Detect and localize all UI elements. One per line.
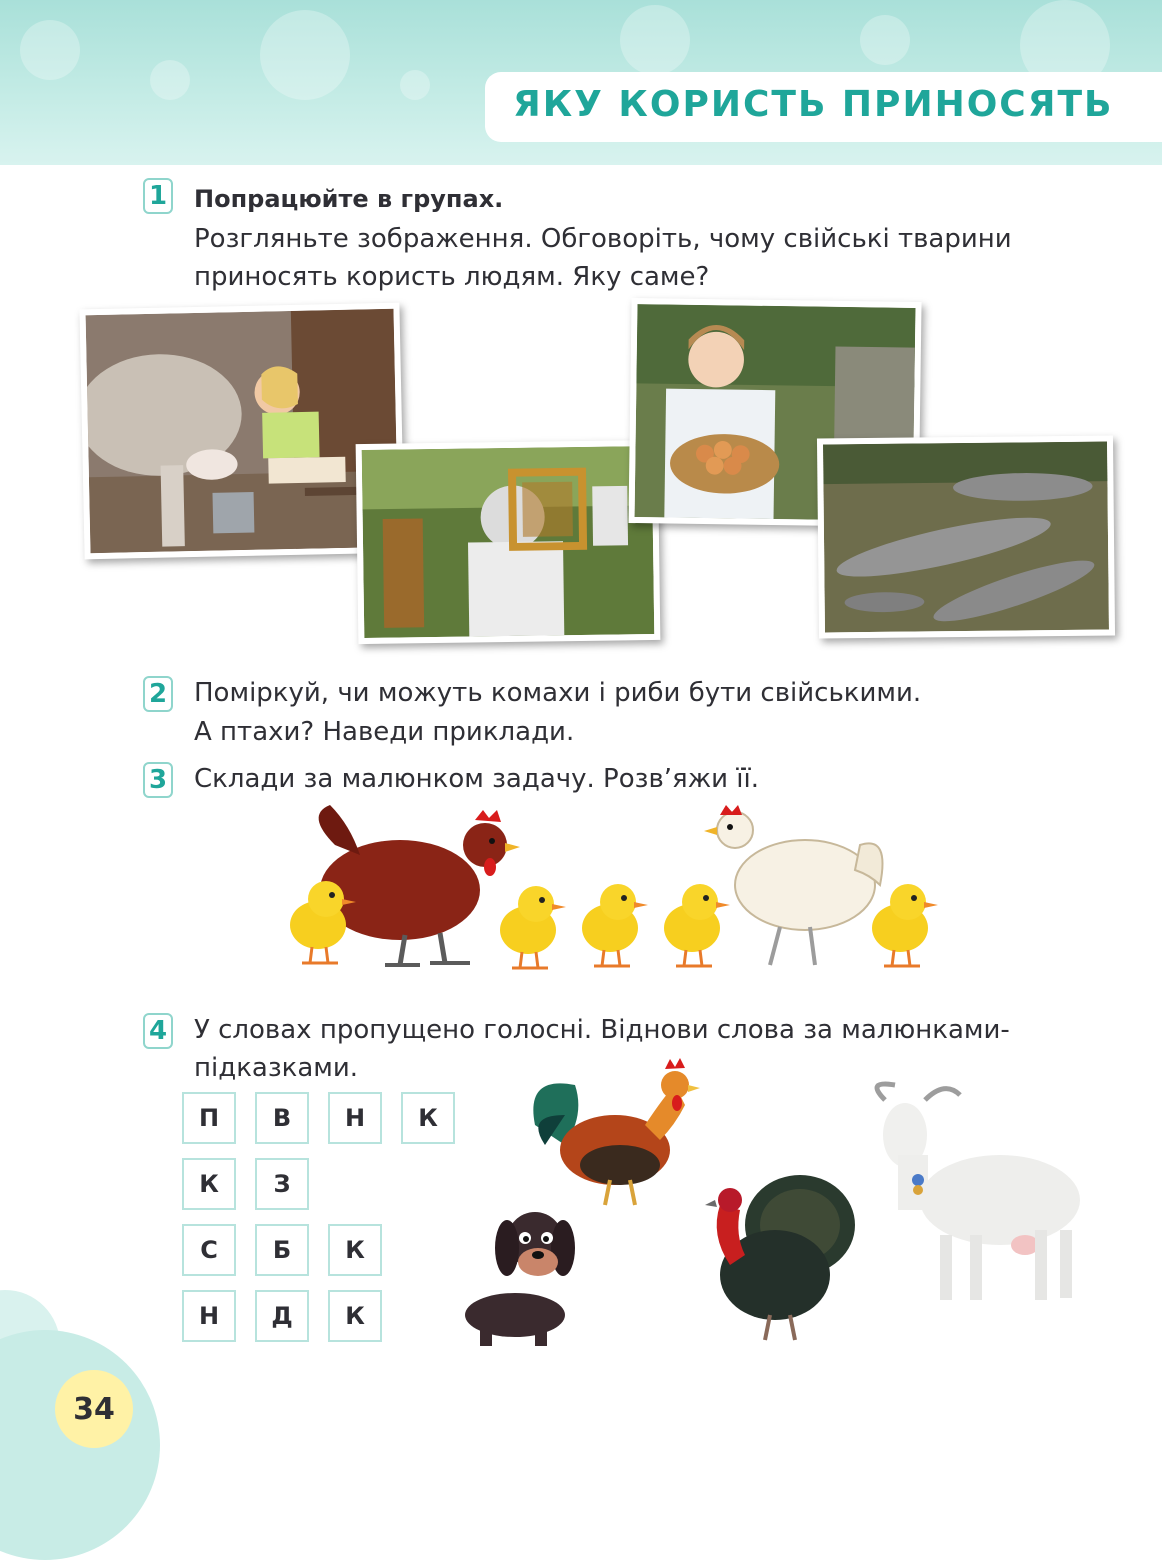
- task-3-line-1: Склади за малюнком задачу. Розв’яжи її.: [194, 764, 759, 794]
- white-hen-icon: [704, 805, 883, 965]
- page-number: 34: [73, 1391, 115, 1427]
- task-1-number: 1: [143, 178, 173, 214]
- hens-and-chicks-illustration: [280, 805, 950, 980]
- task-2-line-2: А птахи? Наведи приклади.: [194, 717, 575, 747]
- task-2-number: 2: [143, 676, 173, 712]
- task-1-line-1: Розгляньте зображення. Обговоріть, чому свійські тварини: [194, 224, 1012, 254]
- letter-cell[interactable]: Н: [328, 1092, 382, 1144]
- task-2-line-1: Поміркуй, чи можуть комахи і риби бути свійськими.: [194, 678, 922, 708]
- rooster-icon: [525, 1055, 705, 1215]
- letter-cell[interactable]: К: [328, 1290, 382, 1342]
- dachshund-icon: [460, 1200, 595, 1350]
- task-4-line-1: У словах пропущено голосні. Віднови слова за малюнками-: [194, 1015, 1010, 1045]
- brown-hen-icon: [319, 805, 520, 965]
- letter-cell[interactable]: Б: [255, 1224, 309, 1276]
- task-3-number: 3: [143, 762, 173, 798]
- page-title: ЯКУ КОРИСТЬ ПРИНОСЯТЬ: [513, 84, 1114, 125]
- letter-cell[interactable]: П: [182, 1092, 236, 1144]
- goat-icon: [860, 1080, 1090, 1310]
- letter-cell[interactable]: С: [182, 1224, 236, 1276]
- photo-fish: [817, 435, 1115, 638]
- task-4-number: 4: [143, 1013, 173, 1049]
- photo-beekeeper: [356, 440, 661, 644]
- turkey-icon: [690, 1165, 860, 1345]
- chick-icon: [582, 884, 648, 966]
- letter-cell[interactable]: К: [182, 1158, 236, 1210]
- chick-icon: [872, 884, 938, 966]
- task-4-line-2: підказками.: [194, 1053, 359, 1083]
- letter-cell[interactable]: К: [401, 1092, 455, 1144]
- chick-icon: [664, 884, 730, 966]
- letter-cell[interactable]: Д: [255, 1290, 309, 1342]
- chick-icon: [500, 886, 566, 968]
- letter-cell[interactable]: Н: [182, 1290, 236, 1342]
- task-1-line-2: приносять користь людям. Яку саме?: [194, 262, 710, 292]
- task-1-heading: Попрацюйте в групах.: [194, 185, 504, 213]
- letter-cell[interactable]: К: [328, 1224, 382, 1276]
- letter-cell[interactable]: В: [255, 1092, 309, 1144]
- letter-cell[interactable]: З: [255, 1158, 309, 1210]
